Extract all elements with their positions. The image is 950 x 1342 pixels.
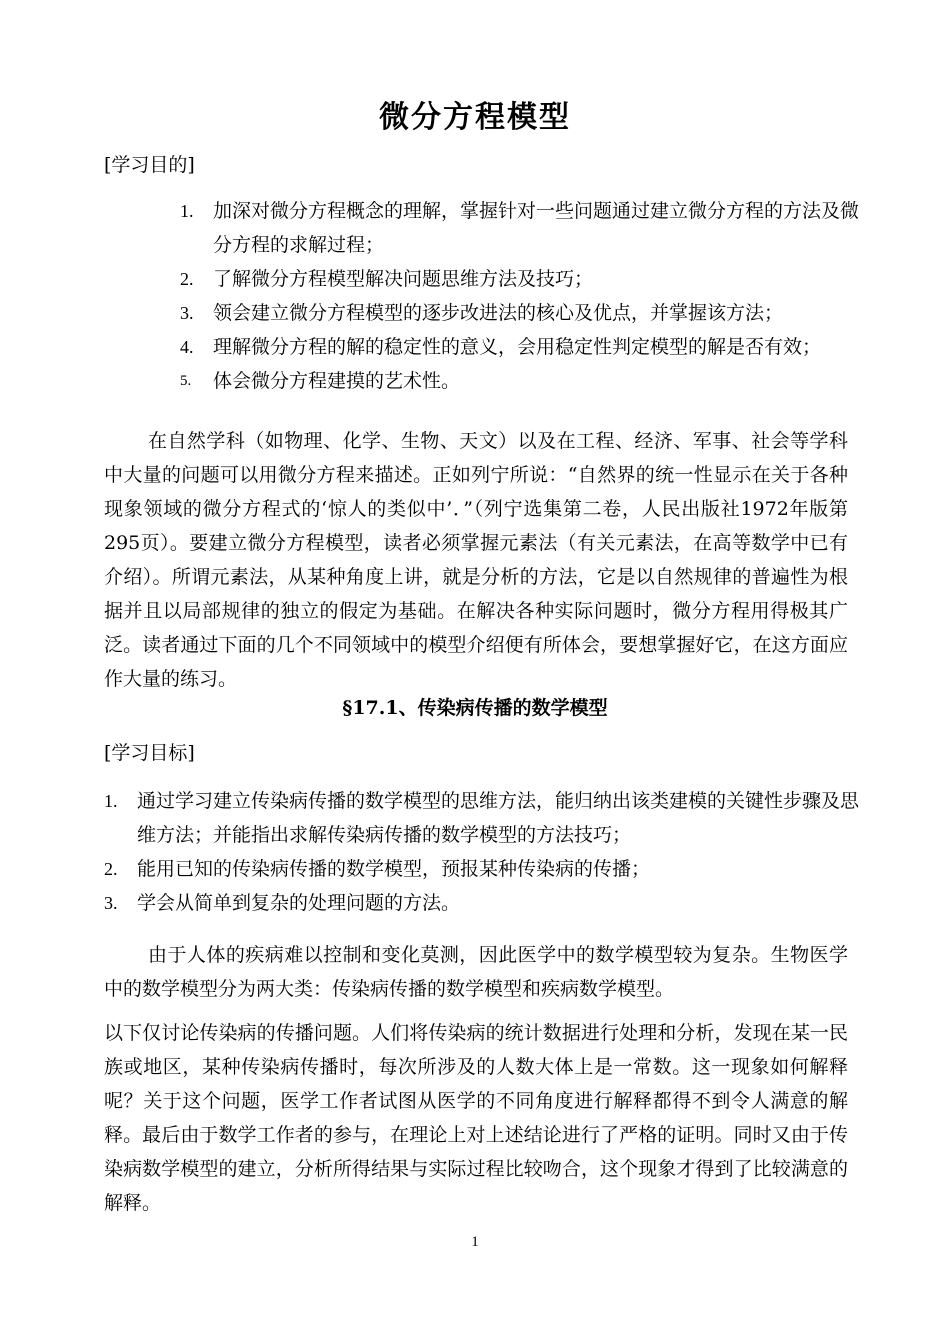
section-heading: §17.1、传染病传播的数学模型 — [342, 697, 608, 719]
page-number: 1 — [471, 1234, 479, 1250]
list-item-text: 理解微分方程的解的稳定性的意义，会用稳定性判定模型的解是否有效； — [213, 336, 822, 358]
learning-purpose-list — [180, 194, 860, 398]
body-paragraph-2: 以下仅讨论传染病的传播问题。人们将传染病的统计数据进行处理和分析，发现在某一民族或地区，某种传染病传播时，每次所涉及的人数大体上是一常数。这一现象如何解释呢？关于这个问题，医学工作者试图从医学的不同角度进行解释都得不到令人满意的解释。最后由于数学工作者的参与，在理论上对上述结论进行了严格的证明。同时又由于传染病数学模型的建立，分析所得结果与实际过程比较吻合，这个现象才得到了比较满意的解释。 — [104, 1022, 848, 1214]
list-item-text: 体会微分方程建摸的艺术性。 — [213, 370, 461, 392]
list-item — [180, 296, 860, 330]
list-item-text: 了解微分方程模型解决问题思维方法及技巧； — [213, 268, 594, 290]
learning-purpose-label: [学习目的] — [104, 154, 195, 176]
intro-paragraph: 在自然学科（如物理、化学、生物、天文）以及在工程、经济、军事、社会等学科中大量的问题可以用微分方程来描述。正如列宁所说：“自然界的统一性显示在关于各种现象领域的微分方程式的‘惊人的类似中’．”（列宁选集第二卷，人民出版社1972年版第295页）。要建立微分方程模型，读者必须掌握元素法（有关元素法，在高等数学中已有介绍）。所谓元素法，从某种角度上讲，就是分析的方法，它是以自然规律的普遍性为根据并且以局部规律的独立的假定为基础。在解决各种实际问题时，微分方程用得极其广泛。读者通过下面的几个不同领域中的模型介绍便有所体会，要想掌握好它，在这方面应作大量的练习。 — [104, 430, 848, 690]
list-item-number: 5. — [180, 373, 192, 389]
list-item — [104, 852, 860, 886]
list-item-text: 领会建立微分方程模型的逐步改进法的核心及优点，并掌握该方法； — [213, 302, 784, 324]
document-title: 微分方程模型 — [379, 100, 571, 135]
learning-target-list — [104, 784, 860, 920]
list-item — [180, 330, 860, 364]
list-item — [180, 364, 860, 398]
list-item — [104, 886, 860, 920]
list-item-text: 学会从简单到复杂的处理问题的方法。 — [137, 892, 461, 914]
list-item-text: 通过学习建立传染病传播的数学模型的思维方法，能归纳出该类建模的关键性步骤及思维方法；并能指出求解传染病传播的数学模型的方法技巧； — [137, 790, 860, 846]
list-item-number: 4. — [180, 337, 194, 357]
list-item-number: 3. — [180, 303, 194, 323]
list-item-text: 能用已知的传染病传播的数学模型，预报某种传染病的传播； — [137, 858, 651, 880]
learning-target-label: [学习目标] — [104, 742, 195, 764]
list-item-number: 1. — [180, 201, 194, 221]
list-item-number: 2. — [180, 269, 194, 289]
list-item-number: 2. — [104, 859, 118, 879]
list-item-number: 1. — [104, 791, 118, 811]
list-item-text: 加深对微分方程概念的理解，掌握针对一些问题通过建立微分方程的方法及微分方程的求解过程； — [213, 200, 860, 256]
list-item — [180, 262, 860, 296]
body-paragraph-1: 由于人体的疾病难以控制和变化莫测，因此医学中的数学模型较为复杂。生物医学中的数学模型分为两大类：传染病传播的数学模型和疾病数学模型。 — [104, 944, 848, 1000]
list-item-number: 3. — [104, 893, 118, 913]
list-item — [104, 784, 860, 852]
list-item — [180, 194, 860, 262]
